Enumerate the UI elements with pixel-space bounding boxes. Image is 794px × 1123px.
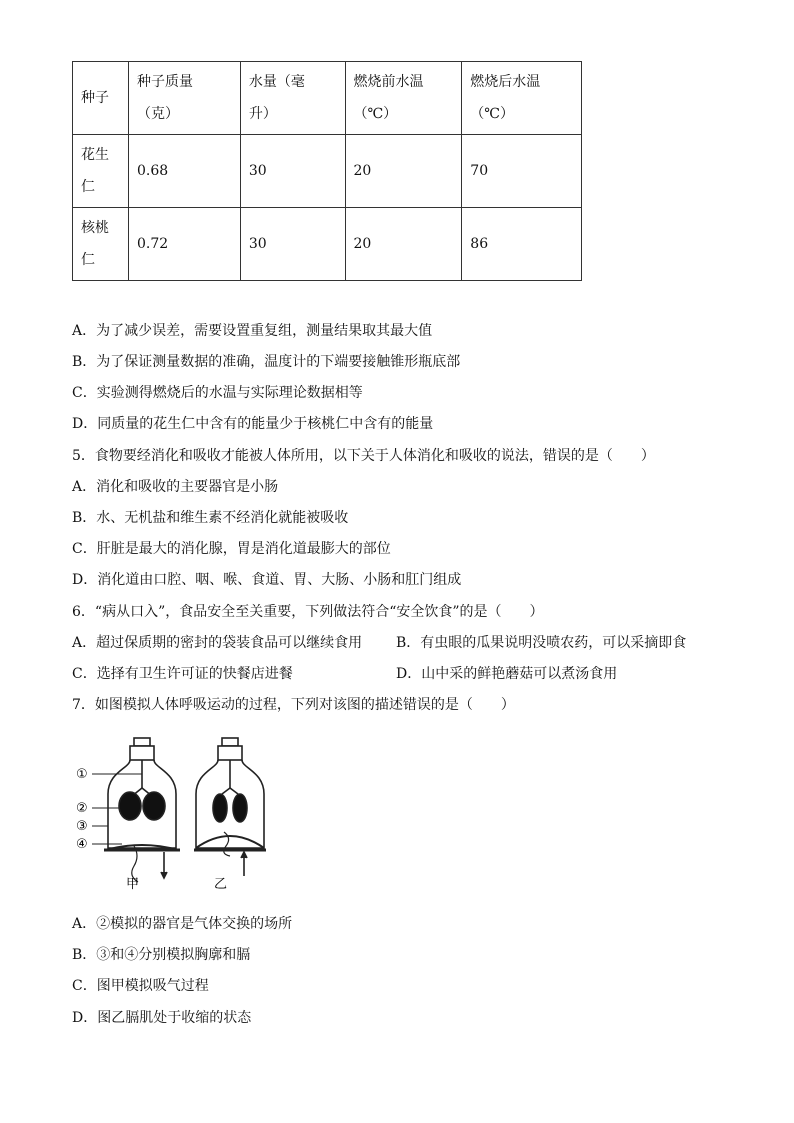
table-cell: 20: [345, 208, 462, 281]
header-cell: 种子: [73, 62, 129, 135]
header-cell: 燃烧前水温 （℃）: [345, 62, 462, 135]
q5-option-c: C．肝脏是最大的消化腺，胃是消化道最膨大的部位: [72, 541, 391, 557]
q7-stem: 7．如图模拟人体呼吸运动的过程，下列对该图的描述错误的是（ ）: [72, 697, 515, 713]
q4-option-a: A．为了减少误差，需要设置重复组，测量结果取其最大值: [72, 323, 433, 339]
q7-option-c: C．图甲模拟吸气过程: [72, 978, 209, 994]
bell-jar-jia: [104, 738, 180, 882]
q6-option-c: C．选择有卫生许可证的快餐店进餐: [72, 666, 293, 682]
q5-option-d: D．消化道由口腔、咽、喉、食道、胃、大肠、小肠和肛门组成: [72, 572, 462, 588]
label-1: ①: [76, 767, 88, 782]
table-cell: 核桃 仁: [73, 208, 129, 281]
q6-stem: 6．“病从口入”，食品安全至关重要，下列做法符合“安全饮食”的是（ ）: [72, 604, 544, 620]
label-3: ③: [76, 819, 88, 834]
q6-option-a: A．超过保质期的密封的袋装食品可以继续食用: [72, 635, 363, 651]
q4-option-d: D．同质量的花生仁中含有的能量少于核桃仁中含有的能量: [72, 416, 434, 432]
q7-option-d: D．图乙膈肌处于收缩的状态: [72, 1010, 252, 1026]
table-row: [73, 135, 582, 208]
q5-option-a: A．消化和吸收的主要器官是小肠: [72, 479, 279, 495]
header-cell: 种子质量 （克）: [129, 62, 241, 135]
q7-option-a: A．②模拟的器官是气体交换的场所: [72, 916, 293, 932]
seed-burning-table: [72, 61, 582, 281]
table-cell: 30: [240, 135, 345, 208]
q4-option-b: B．为了保证测量数据的准确，温度计的下端要接触锥形瓶底部: [72, 354, 461, 370]
breathing-model-figure: [74, 736, 274, 896]
table-row: [73, 208, 582, 281]
table-cell: 30: [240, 208, 345, 281]
header-cell: 水量（毫 升）: [240, 62, 345, 135]
table-cell: 0.72: [129, 208, 241, 281]
table-cell: 70: [462, 135, 582, 208]
table-cell: 20: [345, 135, 462, 208]
label-2: ②: [76, 801, 88, 816]
q5-stem: 5．食物要经消化和吸收才能被人体所用，以下关于人体消化和吸收的说法，错误的是（ ）: [72, 448, 655, 464]
q5-option-b: B．水、无机盐和维生素不经消化就能被吸收: [72, 510, 349, 526]
bell-jar-yi: [194, 738, 266, 876]
table-cell: 0.68: [129, 135, 241, 208]
label-4: ④: [76, 837, 88, 852]
table-cell: 花生 仁: [73, 135, 129, 208]
label-jia: 甲: [126, 877, 140, 892]
q4-option-c: C．实验测得燃烧后的水温与实际理论数据相等: [72, 385, 363, 401]
header-cell: 燃烧后水温 （℃）: [462, 62, 582, 135]
q7-option-b: B．③和④分别模拟胸廓和膈: [72, 947, 251, 963]
table-header-row: [73, 62, 582, 135]
q6-option-d: D．山中采的鲜艳蘑菇可以煮汤食用: [396, 666, 618, 682]
label-yi: 乙: [214, 877, 228, 892]
q6-option-b: B．有虫眼的瓜果说明没喷农药，可以采摘即食: [396, 635, 687, 651]
table-cell: 86: [462, 208, 582, 281]
